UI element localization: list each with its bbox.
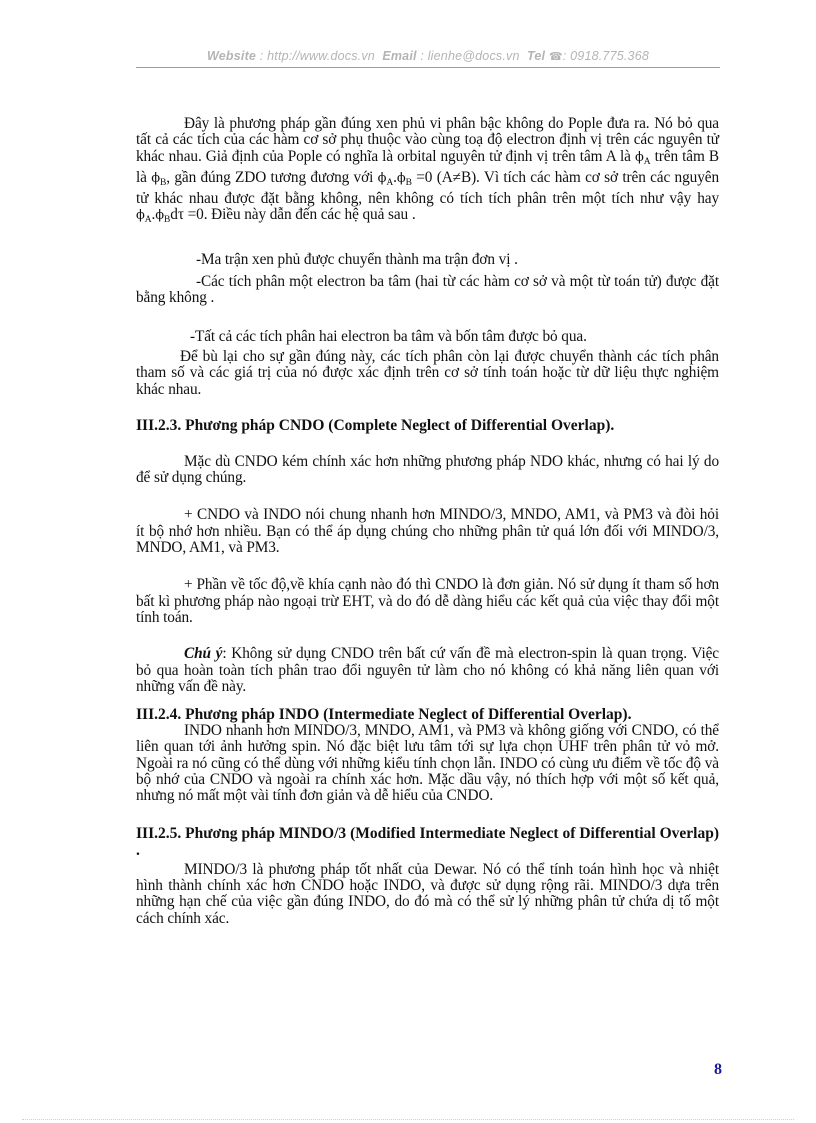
website-url: : http://www.docs.vn [259, 49, 375, 63]
heading-indo: III.2.4. Phương pháp INDO (Intermediate Neglect of Differential Overlap). [136, 706, 632, 724]
page-content [136, 115, 719, 927]
page-header [136, 49, 720, 63]
website-label: Website [206, 49, 257, 63]
note-label: Chú ý [184, 645, 223, 663]
header-rule [136, 67, 720, 68]
tel-number: : 0918.775.368 [562, 49, 650, 63]
one-electron-item: -Các tích phân một electron ba tâm (hai từ các hàm cơ sở và một từ toán tử) được đặt bằng không . [136, 273, 719, 307]
cndo-reason-simplicity: + Phần về tốc độ,về khía cạnh nào đó thì CNDO là đơn giản. Nó sử dụng ít tham số hơn bất kì phương pháp nào ngoại trừ EHT, và do đó dễ dàng hiểu các kết quả của việc thay đổi một tính toán. [136, 576, 719, 626]
email-label: Email [382, 49, 417, 63]
two-electron-item: -Tất cả các tích phân hai electron ba tâm và bốn tâm được bỏ qua. [190, 327, 587, 345]
cndo-note-paragraph: Chú ý: Không sử dụng CNDO trên bất cứ vấn đề mà electron-spin là quan trọng. Việc bỏ qua hoàn toàn tích phân trao đổi nguyên tử làm cho nó không có khả năng liên quan với những vấn đề này. [136, 645, 719, 695]
overlap-matrix-item: -Ma trận xen phủ được chuyển thành ma trận đơn vị . [196, 250, 518, 268]
ndo-intro-paragraph: Đây là phương pháp gần đúng xen phủ vi phân bậc không do Pople đưa ra. Nó bỏ qua tất cả các tích của các hàm cơ sở phụ thuộc vào cùng toạ độ electron định vị trên các nguyên tử khác nhau. Giả định của Pople có nghĩa là orbital nguyên tử định vị trên tâm A là $\phi_A$ trên tâm B là $\phi_B$, gần đúng ZDO tương đương với $\phi_A.\phi_B =0$ (A≠B). Vì tích các hàm cơ sở trên các nguyên tử khác nhau được đặt bằng không, nên không có tích tích phân trên một tích như vậy hay $\phi_A.\phi_Bd\tau =0$. Điều này dẫn đến các hệ quả sau . [136, 115, 720, 226]
page-number: 8 [714, 1061, 722, 1078]
cndo-reason-speed: + CNDO và INDO nói chung nhanh hơn MINDO/3, MNDO, AM1, và PM3 và đòi hỏi ít bộ nhớ hơn nhiều. Bạn có thể áp dụng chúng cho những phân tử quá lớn đối với MINDO/3, MNDO, AM1, và PM3. [136, 506, 719, 557]
compensation-paragraph: Để bù lại cho sự gần đúng này, các tích phân còn lại được chuyển thành các tích phân tham số và các giá trị của nó được xác định trên cơ sở tính toán hoặc từ dữ liệu thực nghiệm khác nhau. [136, 347, 719, 398]
phone-icon: ☎ [548, 51, 563, 63]
indo-paragraph: INDO nhanh hơn MINDO/3, MNDO, AM1, và PM3 và không giống với CNDO, có thể liên quan tới ảnh hưởng spin. Nó đặc biệt lưu tâm tới sự lựa chọn UHF trên phân tử vỏ mở. Ngoài ra nó cũng có thể dùng với những kiểu tính chọn lẫn. INDO có cùng ưu điểm về tốc độ và bộ nhớ của CNDO và ngoài ra chính xác hơn. Mặc dầu vậy, nó thích hợp với một số kết quả, nhưng nó mất một vài tính đơn giản và dễ hiểu của CNDO. [136, 722, 719, 805]
cndo-intro-paragraph: Mặc dù CNDO kém chính xác hơn những phương pháp NDO khác, nhưng có hai lý do để sử dụng chúng. [136, 452, 719, 487]
footer-divider [22, 1119, 794, 1120]
email-address: : lienhe@docs.vn [420, 49, 520, 63]
mindo-paragraph: MINDO/3 là phương pháp tốt nhất của Dewar. Nó có thể tính toán hình học và nhiệt hình thành chính xác hơn CNDO hoặc INDO, và được sử dụng rộng rãi. MINDO/3 dựa trên những hạn chế của việc gần đúng INDO, do đó mà có thể sử lý những phân tử chứa dị tố một cách chính xác. [136, 860, 719, 927]
heading-cndo: III.2.3. Phương pháp CNDO (Complete Neglect of Differential Overlap). [136, 416, 615, 434]
heading-mindo: III.2.5. Phương pháp MINDO/3 (Modified Intermediate Neglect of Differential Overlap) . [136, 824, 719, 859]
tel-label: Tel [527, 49, 546, 63]
